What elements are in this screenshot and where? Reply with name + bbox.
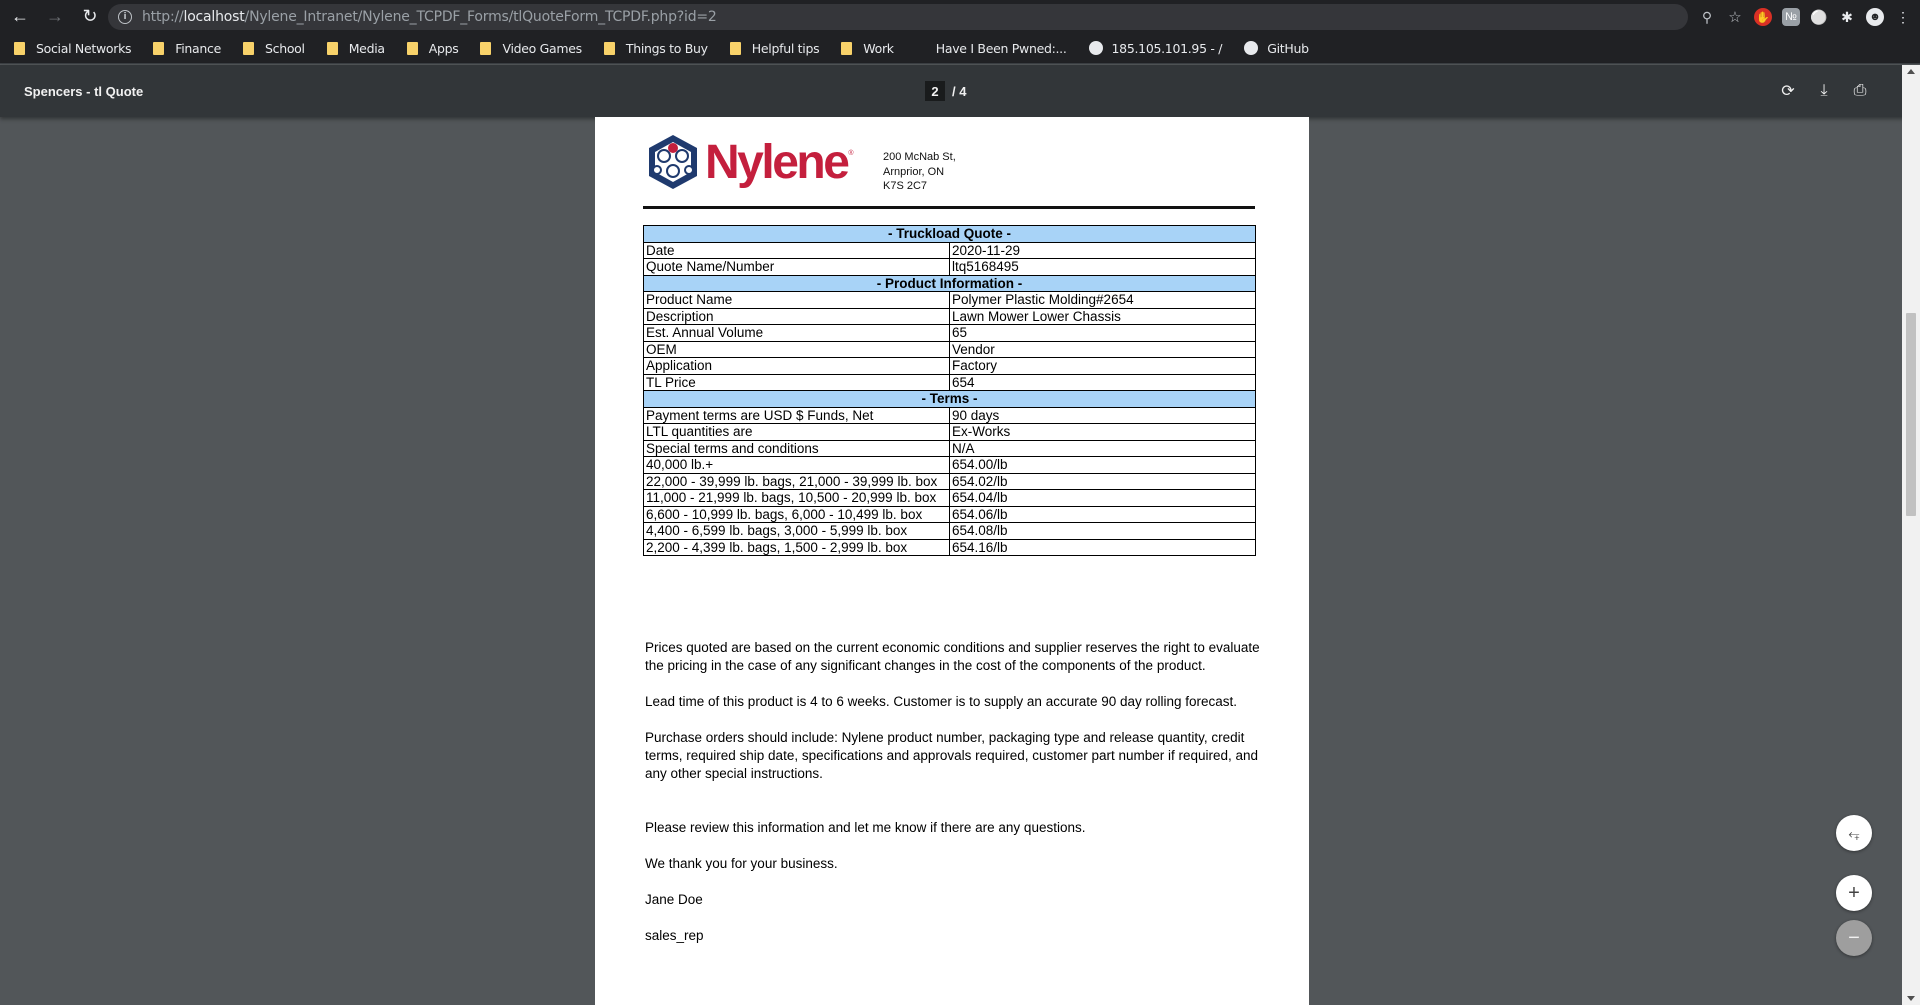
bookmark-label: Social Networks xyxy=(36,40,132,56)
page-number-input[interactable]: 2 xyxy=(925,81,945,101)
bookmark-item[interactable] xyxy=(153,41,221,56)
prices-paragraph: Prices quoted are based on the current economic conditions and supplier reserves the right to evaluate the pricing in the case of any significant changes in the cost of the components of the product. xyxy=(645,640,1260,673)
row-label: Description xyxy=(644,308,950,325)
back-button[interactable]: ← xyxy=(11,6,29,26)
scroll-down-arrow[interactable] xyxy=(1907,996,1915,1001)
nylene-logo-icon xyxy=(643,132,703,192)
row-value: 654.16/lb xyxy=(950,539,1256,556)
row-label: 40,000 lb.+ xyxy=(644,457,950,474)
scroll-thumb[interactable] xyxy=(1906,313,1916,516)
table-row xyxy=(644,341,1256,358)
bookmark-label: School xyxy=(264,40,305,56)
section-title: - Product Information - xyxy=(644,275,1256,292)
bookmark-label: Have I Been Pwned:... xyxy=(935,40,1067,56)
address-bar[interactable] xyxy=(108,4,1688,30)
company-logo xyxy=(643,132,854,192)
row-label: 11,000 - 21,999 lb. bags, 10,500 - 20,999 lb. box xyxy=(644,490,950,507)
extensions-area xyxy=(1698,4,1912,30)
row-label: OEM xyxy=(644,341,950,358)
table-row xyxy=(644,308,1256,325)
plus-icon: + xyxy=(1848,881,1860,904)
quote-body xyxy=(645,639,1260,963)
row-value: Lawn Mower Lower Chassis xyxy=(950,308,1256,325)
section-title: - Terms - xyxy=(644,391,1256,408)
bookmark-label: Work xyxy=(863,40,894,56)
signer-role: sales_rep xyxy=(645,928,704,943)
table-row xyxy=(644,358,1256,375)
adblock-extension-icon[interactable]: ✋ xyxy=(1754,8,1772,26)
site-info-icon[interactable]: i xyxy=(118,10,132,24)
row-value: 654 xyxy=(950,374,1256,391)
bookmark-label: Things to Buy xyxy=(625,40,708,56)
row-label: 6,600 - 10,999 lb. bags, 6,000 - 10,499 lb. box xyxy=(644,506,950,523)
scrollbar[interactable] xyxy=(1902,65,1920,1005)
row-value: 65 xyxy=(950,325,1256,342)
print-icon[interactable]: ⎙ xyxy=(1853,82,1867,99)
table-row xyxy=(644,374,1256,391)
row-label: 22,000 - 39,999 lb. bags, 21,000 - 39,999 lb. box xyxy=(644,473,950,490)
puzzle-extensions-icon[interactable]: ✱ xyxy=(1841,8,1853,25)
row-value: 2020-11-29 xyxy=(950,242,1256,259)
bookmark-item[interactable] xyxy=(730,41,820,56)
folder-icon xyxy=(243,42,254,55)
row-label: Date xyxy=(644,242,950,259)
bookmark-item[interactable] xyxy=(916,41,1067,56)
url-text[interactable]: http://localhost/Nylene_Intranet/Nylene_TCPDF_Forms/tlQuoteForm_TCPDF.php?id=2 xyxy=(142,9,717,25)
zoom-out-button[interactable] xyxy=(1836,920,1872,956)
page-indicator xyxy=(925,81,966,101)
bookmark-label: GitHub xyxy=(1267,40,1309,56)
row-label: Product Name xyxy=(644,292,950,309)
row-value: 654.08/lb xyxy=(950,523,1256,540)
forward-button[interactable]: → xyxy=(46,6,64,26)
folder-icon xyxy=(327,42,338,55)
bookmark-star-icon[interactable]: ☆ xyxy=(1728,9,1742,26)
row-label: Quote Name/Number xyxy=(644,259,950,276)
zoom-in-button[interactable] xyxy=(1836,875,1872,911)
address-line: K7S 2C7 xyxy=(883,180,928,192)
bookmark-item[interactable] xyxy=(480,41,581,56)
table-row xyxy=(644,325,1256,342)
folder-icon xyxy=(730,42,741,55)
address-line: 200 McNab St, xyxy=(883,151,956,163)
bookmark-label: Finance xyxy=(175,40,221,56)
fit-page-button[interactable] xyxy=(1836,815,1872,851)
pdf-actions xyxy=(1780,83,1868,99)
folder-icon xyxy=(604,42,615,55)
row-label: Application xyxy=(644,358,950,375)
fit-page-icon: ⥆ xyxy=(1848,824,1860,841)
table-section-header xyxy=(644,226,1256,243)
pdf-title: Spencers - tl Quote xyxy=(24,83,144,99)
folder-icon xyxy=(153,42,164,55)
registered-mark: ® xyxy=(848,149,854,157)
row-label: Special terms and conditions xyxy=(644,440,950,457)
minus-icon: − xyxy=(1848,926,1860,949)
review-paragraph: Please review this information and let me know if there are any questions. xyxy=(645,820,1086,835)
key-extension-icon[interactable]: ⚪ xyxy=(1810,8,1828,25)
row-value: 654.04/lb xyxy=(950,490,1256,507)
table-row xyxy=(644,440,1256,457)
row-label: LTL quantities are xyxy=(644,424,950,441)
row-label: 4,400 - 6,599 lb. bags, 3,000 - 5,999 lb. box xyxy=(644,523,950,540)
download-icon[interactable]: ⤓ xyxy=(1820,82,1828,99)
bookmark-label: Apps xyxy=(428,40,459,56)
table-row xyxy=(644,457,1256,474)
table-row xyxy=(644,292,1256,309)
row-value: 654.06/lb xyxy=(950,506,1256,523)
table-section-header xyxy=(644,391,1256,408)
table-row xyxy=(644,242,1256,259)
bookmark-label: Media xyxy=(348,40,385,56)
company-name: Nylene xyxy=(705,135,848,189)
folder-icon xyxy=(407,42,418,55)
scroll-up-arrow[interactable] xyxy=(1907,69,1915,74)
row-value: Polymer Plastic Molding#2654 xyxy=(950,292,1256,309)
quote-table xyxy=(643,225,1256,556)
page-total: / 4 xyxy=(952,83,967,99)
pdf-toolbar xyxy=(0,65,1920,117)
browser-toolbar xyxy=(0,0,1920,33)
row-value: 654.02/lb xyxy=(950,473,1256,490)
thanks-paragraph: We thank you for your business. xyxy=(645,856,838,871)
table-row xyxy=(644,424,1256,441)
bookmark-label: 185.105.101.95 - / xyxy=(1111,40,1223,56)
zoom-icon[interactable]: ⚲ xyxy=(1701,8,1713,25)
extension-icon[interactable]: № xyxy=(1782,8,1800,26)
signer-name: Jane Doe xyxy=(645,892,703,907)
row-label: TL Price xyxy=(644,374,950,391)
folder-icon xyxy=(14,42,25,55)
table-row xyxy=(644,259,1256,276)
table-row xyxy=(644,523,1256,540)
table-row xyxy=(644,506,1256,523)
bookmark-item[interactable] xyxy=(407,41,459,56)
bookmark-label: Video Games xyxy=(502,40,582,56)
folder-icon xyxy=(480,42,491,55)
row-label: Est. Annual Volume xyxy=(644,325,950,342)
address-line: Arnprior, ON xyxy=(883,165,945,178)
lead-time-paragraph: Lead time of this product is 4 to 6 weeks. Customer is to supply an accurate 90 day rolling forecast. xyxy=(645,694,1238,709)
section-title: - Truckload Quote - xyxy=(644,226,1256,243)
rotate-icon[interactable]: ⟳ xyxy=(1781,83,1795,100)
bookmarks-bar xyxy=(0,33,1920,64)
row-label: Payment terms are USD $ Funds, Net xyxy=(644,407,950,424)
row-value: ltq5168495 xyxy=(950,259,1256,276)
reload-button[interactable]: ↻ xyxy=(82,6,98,26)
table-row xyxy=(644,473,1256,490)
bookmark-item[interactable] xyxy=(327,41,385,56)
row-value: Vendor xyxy=(950,341,1256,358)
github-icon xyxy=(1244,41,1258,55)
folder-icon xyxy=(841,42,852,55)
profile-avatar[interactable]: ☻ xyxy=(1866,8,1884,26)
bookmark-item[interactable] xyxy=(604,41,708,56)
table-row xyxy=(644,407,1256,424)
bookmark-item[interactable] xyxy=(841,41,893,56)
bookmark-item[interactable] xyxy=(1244,41,1309,56)
row-value: Ex-Works xyxy=(950,424,1256,441)
pdf-page xyxy=(595,117,1309,1005)
header-divider xyxy=(643,206,1255,209)
table-row xyxy=(644,539,1256,556)
row-value: 654.00/lb xyxy=(950,457,1256,474)
company-address xyxy=(883,150,956,194)
bookmark-item[interactable] xyxy=(1089,41,1223,56)
bookmark-label: Helpful tips xyxy=(751,40,820,56)
bookmark-item[interactable] xyxy=(14,41,131,56)
row-value: N/A xyxy=(950,440,1256,457)
table-row xyxy=(644,490,1256,507)
table-section-header xyxy=(644,275,1256,292)
menu-kebab-icon[interactable]: ⋮ xyxy=(1896,8,1910,25)
bookmark-item[interactable] xyxy=(243,41,305,56)
row-label: 2,200 - 4,399 lb. bags, 1,500 - 2,999 lb. box xyxy=(644,539,950,556)
purchase-orders-paragraph: Purchase orders should include: Nylene product number, packaging type and release quantity, credit terms, required ship date, specifications and approvals required, customer part number if required, and any other special instructions. xyxy=(645,730,1259,781)
row-value: Factory xyxy=(950,358,1256,375)
row-value: 90 days xyxy=(950,407,1256,424)
globe-icon xyxy=(1089,41,1103,55)
